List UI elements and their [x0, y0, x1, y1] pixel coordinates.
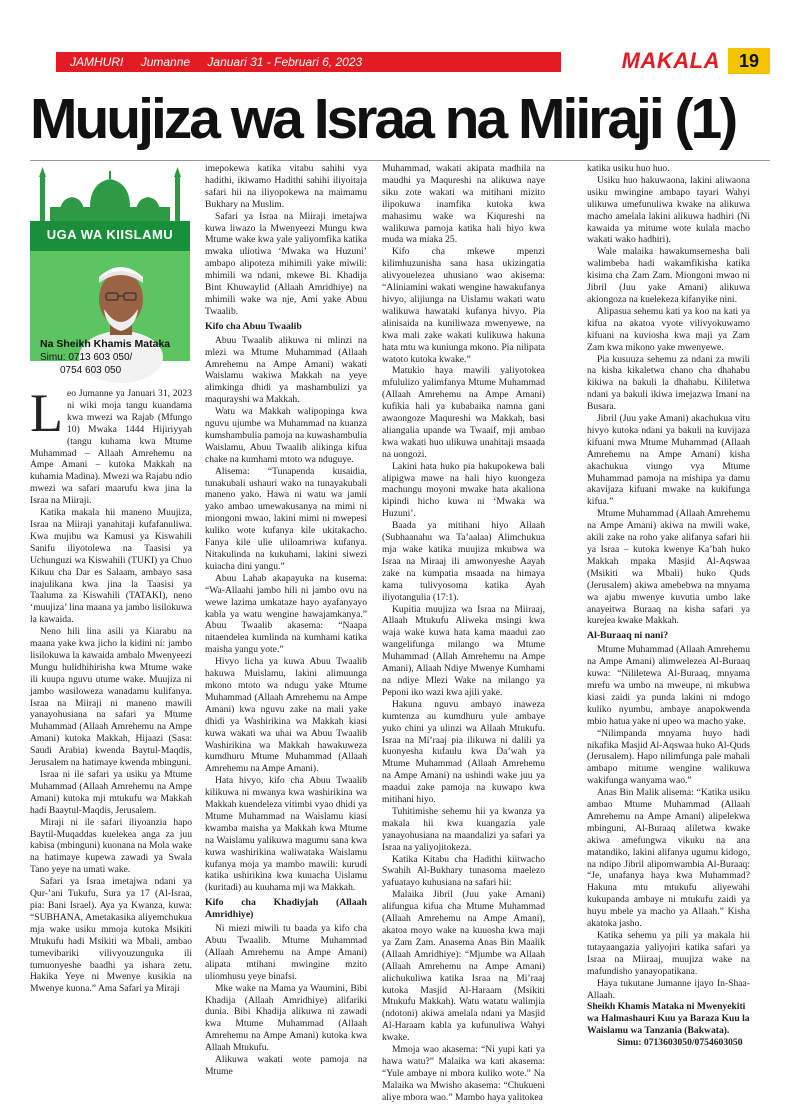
paragraph: Mtume Muhammad (Allaah Amrehemu na Ampe Amani) akiwa na mwili wake, akili zake na roho yake alifanya safari hii ya Israa – kutoka kwenye Ka’bah huko Makkah mpaka Masjid Al-Aqswaa (Msikiti wa Mbali) huko Quds (Jerusalem) akiwa amebebwa na mnyama wa ajabu mwenye kuvutia umbo lake anayeitwa Buraaq na kisha safari ya kurejea kwake Makkah. [587, 508, 750, 627]
paragraph: Pia kusuuza sehemu za ndani za mwili na kisha kikaletwa chano cha dhahabu kikiwa na bakuli la dhahabu. Kililetwa ndani ya bakuli ikiwa imejazwa Imani na Busara. [587, 353, 750, 413]
author-phone: Simu: 0713 603 050/ [40, 352, 133, 363]
subheading: Kifo cha Abuu Twaalib [205, 320, 302, 332]
paragraph: Kupitia muujiza wa Israa na Miiraaj, Allaah Mtukufu Aliweka msingi kwa waja wake kuwa hata kama maadui zao wangelifunga milango wa Mtume Muhammad (Allah Amrehemu na Ampe Amani), Allaah Ndiye Mwenye Kumhami na ndiye Mlezi Wake na milango ya Peponi iko wazi kwa ajili yake. [382, 603, 545, 698]
column-2 [205, 163, 367, 1077]
paragraph: Baada ya mitihani hiyo Allaah (Subhaanahu wa Ta’aalaa) Alimchukua mja wake katika muujiza mkubwa wa Israa na Miraaj ili amwonyeshe Aayah zake na kumpatia msaada na himaya kama tulivyosoma katika Ayah iliyotangulia (17:1). [382, 520, 545, 603]
column-3 [382, 163, 545, 1103]
paragraph: Mke wake na Mama ya Waumini, Bibi Khadija (Allaah Amridhiye) alifariki dunia. Bibi Khadija alikuwa ni zawadi kwa Mtume Muhammad (Allaah Amrehemu na Ampe Amani) kutoka kwa Allaah Mtukufu. [205, 982, 367, 1054]
paragraph: Malaika Jibril (Juu yake Amani) alifungua kifua cha Mtume Muhammad (Allaah Amrehemu na Ampe Amani), akatoa moyo wake na kuuosha kwa maji ya Zam Zam. Anasema Anas Bin Maalik (Allaah Amridhiye): “Mjumbe wa Allaah (Allaah Amrehemu na Ampe Amani) alichukuliwa katika Israa na Mi’raaj kutoka Masjid Al-Haraam (Msikiti Mtukufu Makkah). Watu watatu walimjia (ndotoni) akiwa amelala ndani ya Masjid Al-Haraam kabla ya kufunuliwa Wahyi kwake. [382, 889, 545, 1044]
author-byline [40, 338, 190, 377]
paragraph: Israa ni ile safari ya usiku ya Mtume Muhammad (Allaah Amrehemu na Ampe Amani) kutoka mji mtukufu wa Makkah hadi Baaytul-Maqdis, Jerusalem. [30, 769, 192, 816]
paragraph: Wale malaika hawakumsemesha bali walimbeba hadi wakamfikisha katika kisima cha Zam Zam. Miongoni mwao ni Jibril (Juu yake Amani) alikuwa akiongoza na kuelekeza kifanyike nini. [587, 246, 750, 305]
paragraph: Hivyo licha ya kuwa Abuu Twaalib hakuwa Muislamu, lakini alimuunga mkono mtoto wa ndugu yake Mtume Muhammad (Allaah Amrehemu na Ampe Amani) kwa nguvu zake na mali yake dhidi ya Washirikina wa Makkah kiasi kuwa wakati wa uhai wa Abuu Twaalib Washirikina wa Makkah hawakuweza kumdhuru Mtume Muhammad (Allaah Amrehemu na Ampe Amani). [205, 656, 367, 775]
issue-day: Jumanne [140, 55, 191, 69]
paragraph: Katika sehemu ya pili ya makala hii tutayaangazia yaliyojiri katika safari ya Israa na Miiraaj, muujiza wake na mafundisho yanayopatikana. [587, 930, 750, 977]
author-name: Na Sheikh Khamis Mataka [40, 338, 171, 350]
paragraph: Safari ya Israa na Miiraji imetajwa kuwa liwazo la Mwenyeezi Mungu kwa Mtume wake kwa yale yaliyomfika katika mwaka uliotiwa ‘Mwaka wa Huzuni’ ambapo alipoteza mihimili yake miwili: mhimili wa ndani, mkewe Bi. Khadija Bint Khuwaylid (Allaah Amridhiye) na mhimili wake wa nje, Ami yake Abuu Twaalib. [205, 210, 367, 317]
issue-dates: Januari 31 - Februari 6, 2023 [207, 55, 363, 69]
author-phone-2: 0754 603 050 [60, 365, 122, 376]
paragraph: Hakuna nguvu ambayo inaweza kumtenza au kumdhuru yule ambaye yuko chini ya ulinzi wa Allaah Mtukufu. Israa na Mi’raaj pia ilikuwa ni dalili ya kuonyesha kufaulu kwa Da’wah ya Mtume Muhammad (Allaah Amrehemu na Ampe Amani) na ushindi wake juu ya maadui zake pamoja na kuwapo kwa mitihani hiyo. [382, 698, 545, 806]
paragraph: Alisema: “Tunapenda kusaidia, tunakubali ushauri wako na tunayakubali maneno yako. Hawa ni watu wa jamii yako ambao umewakusanya na mimi ni miongoni mwao, lakini mimi ni mwepesi kuliko wote kufanya kile ukitakacho. Fanya kile ulie uliloamriwa kufanya. Nitakulinda na kukuhami, lakini siwezi kuiacha dini yangu.” [205, 465, 367, 572]
paragraph: “Nilimpanda mnyama huyo hadi nikafika Masjid Al-Aqswaa huko Al-Quds (Jerusalem). Hapo nilimfunga pale mahali ambapo mitume wengine walikuwa wakifunga wanyama wao.” [587, 727, 750, 787]
paragraph: katika usiku huo huo. [587, 163, 670, 174]
paragraph: Tuhitimishe sehemu hii ya kwanza ya makala hii kwa kuangazia yale yanayohusiana na maandalizi ya safari ya Israa na yaliyojitokeza. [382, 805, 545, 853]
paragraph: imepokewa katika vitabu sahihi vya hadithi, ikiwamo Hadithi sahihi iliyoitaja safari hii na iliyopokewa na maimamu Bukhary na Muslim. [205, 163, 367, 210]
paragraph: Kifo cha mkewe mpenzi kilimhuzunisha sana hasa ukizingatia alivyouelezea uhusiano wao akisema: “Aliniamini wakati wengine hawakufanya hivyo, alijiunga na Uislamu wakati watu walikuwa hawataki kufanya hivyo. Pia alinisaida na kuniliwaza mwenyewe, na kwa mali zake wakati kulikuwa hakuna hata mtu wa kuniunga mkono. Pia nilipata watoto kutoka kwake.” [382, 246, 545, 365]
paragraph: Safari ya Israa imetajwa ndani ya Qur-’ani Tukufu, Sura ya 17 (Al-Israa, pia: Bani Israel). Aya ya Kwanza, kuwa: “SUBHANA, Ametakasika aliyemchukua mja wake usiku mmoja kutoka Msikiti Mtukufu hadi Msikiti wa Mbali, ambao tumevibariki vilivyouzunguka ili tumuonyeshe baadhi ya ishara zetu. Hakika Yeye ni Mwenye kusikia na Mwenye kuona.” Ama Safari ya Miraji [30, 876, 192, 995]
header-meta [70, 55, 376, 69]
paragraph: Hata hivyo, kifo cha Abuu Twaalib kilikuwa ni mwanya kwa washirikina wa Makkah kuendeleza vitimbi vyao dhidi ya Mtume Muhammad na Waislamu kiasi kwamba maisha ya Makkah kwa Mtume na Waislamu yalikuwa magumu sana kwa kuwa washirikina waliwataka Waislamu kufanya moja ya mambo mawili: kurudi katika ushirikina kwa kuuacha Uislamu (kuritadi) au kuuhama mji wa Makkah. [205, 775, 367, 894]
paragraph: Usiku huo hakuwaona, lakini aliwaona usiku mwingine ambapo tayari Wahyi ulikuwa umefunuliwa kwake na alikuwa macho amelala lakini alikuwa hadhiri (Ni kawaida ya mitume wote kulala macho wakati wako hadhiri). [587, 174, 750, 246]
paragraph: Neno hili lina asili ya Kiarabu na maana yake kwa jicho la kidini ni: jambo lisilokuwa la kawaida ambalo Mwenyeezi Mungu hulidhihirisha kwa Mtume wake ili kuupa nguvu utume wake. Muujiza ni jambo wasiloweza wanadamu kulifanya. Israa na Miiraji ni maneno mawili yanayohusiana na safari ya Mtume Muhammad (Allaah Amrehemu na Ampe Amani) kutoka Makkah, Hijaazi (Sasa: Saudi Arabia) kwenda Baytul-Maqdis, Jerusalem na hatimaye kwenda mbinguni. [30, 626, 192, 769]
paragraph: Katika Kitabu cha Hadithi kiitwacho Swahih Al-Bukhary tunasoma maelezo yafuatayo kuhusiana na safari hii: [382, 853, 545, 889]
paragraph: Muhammad, wakati akipata madhila na maudhi ya Maqureshi na alikuwa naye siku zote wakati wa mitihani mizito ilipokuwa inamfika kutoka kwa mahasimu wake wa Kiqureshi na walikuwa pamoja katika hali hiyo kwa muda wa miaka 25. [382, 163, 545, 246]
subheading: Kifo cha Khadiyjah (Allaah Amridhiye) [205, 897, 367, 921]
mosque-silhouette-icon [30, 163, 190, 223]
paragraph: Jibril (Juu yake Amani) akachukua vitu hivyo kutoka ndani ya bakuli na kuvijaza kifuani mwa Mtume Muhammad (Allaah Amrehemu na Ampe Amani) kisha akachukua viungo vya Mtume Muhammad pamoja na mishipa ya damu akavijaza kifuani mwake na kukifunga kifua.” [587, 413, 750, 508]
column-1 [30, 383, 192, 1020]
paragraph: Watu wa Makkah walipopinga kwa nguvu ujumbe wa Muhammad na kuanza kumshambulia pamoja na kuwashambulia Waislamu, Abuu Twaalib alikinga kifua chake na kumhami mtoto wa nduguye. [205, 406, 367, 465]
paragraph: Anas Bin Malik alisema: “Katika usiku ambao Mtume Muhammad (Allaah Amrehemu na Ampe Amani) alipelekwa mbinguni, Al-Buraaq aliletwa kwake akiwa amefungwa vikuku na ana matandiko, lakini alifanya ugumu kidogo, na ndipo Jibril alipomwambia Al-Buraaq: “Je, unafanya haya kwa Muhammad? Hakuna mtu mtukufu aliyewahi kukupanda ambaye ni mtukufu zaidi ya huyu mbele ya macho ya Allaah.” Kisha akatoka jasho. [587, 787, 750, 930]
paragraph: Ni miezi miwili tu baada ya kifo cha Abuu Twaalib. Mtume Muhammad (Allaah Amrehemu na Ampe Amani) alipata mtihani mwingine mzito uliomhusu yeye binafsi. [205, 923, 367, 982]
paragraph: Alikuwa wakati wote pamoja na Mtume [205, 1054, 367, 1077]
paragraph: Haya tukutane Jumanne ijayo In-Shaa-Allaah. [587, 977, 750, 1001]
column-4 [587, 163, 750, 1049]
paragraph: Leo Jumanne ya Januari 31, 2023 ni wiki moja tangu kuandama kwa mwezi wa Rajab (Mfungo 10) Mwaka 1444 Hijiriyyah (tangu kuhama kwa Mtume Muhammad – Allaah Amrehemu na Ampe Amani – kutoka Makkah na kuhamia Madina). Mwezi wa Rajabu ndio mwezi wa safari maarufu kwa jina la Israa na Miiraji. [30, 383, 192, 507]
page-header [0, 0, 800, 76]
paragraph: Lakini hata huko pia hakupokewa bali alipigwa mawe na hali hiyo kuongeza machungu moyoni mwake hata akaliona kipindi hicho kuwa ni ‘Mwaka wa Huzuni’. [382, 460, 545, 520]
paragraph: Abuu Lahab akapayuka na kusema: “Wa-Allaahi jambo hili ni jambo ovu na wewe lazima umkataze hayo ayafanyayo kabla ya watu wengine hawajamkanya.” Abuu Twaalib akasema: “Naapa nitaendelea kumlinda na kumhami katika maisha yangu yote.” [205, 572, 367, 656]
author-signature: Sheikh Khamis Mataka ni Mwenyekiti wa Halmashauri Kuu ya Baraza Kuu la Waislamu wa Tanzania (Bakwata). [587, 1001, 750, 1037]
paper-name: JAMHURI [70, 55, 124, 69]
paragraph: Miraji ni ile safari iliyoanzia hapo Baytil-Muqaddas kuelekea anga za juu kabisa (mbinguni) kuonana na Mola wake na hatimaye kupewa zawadi ya Swala Tano yeye na umati wake. [30, 816, 192, 876]
paragraph: Katika makala hii maneno Muujiza, Israa na Miiraji yanahitaji kufafanuliwa. Kwa mujibu wa Kamusi ya Kiswahili Sanifu iliyotolewa na Taasisi ya Uchunguzi wa Kiswahili (TUKI) ya Chuo Kikuu cha Dar es Salaam, ambayo sasa inajulikana kwa jina la Taasisi ya Taaluma za Kiswahili (TATAKI), neno ‘muujiza’ lina maana ya jambo lisilokuwa la kawaida. [30, 507, 192, 626]
paragraph: Mmoja wao akasema: “Ni yupi kati ya hawa watu?” Malaika wa kati akasema: “Yule ambaye ni mbora kuliko wote.” Na Malaika wa Mwisho akasema: “Chukueni aliye mbora wao.” Mambo haya yalitokea [382, 1044, 545, 1103]
section-name: MAKALA [621, 48, 720, 73]
headline-divider [30, 160, 770, 161]
author-signature-phone: Simu: 0713603050/0754603050 [617, 1037, 743, 1049]
subheading: Al-Buraaq ni nani? [587, 630, 669, 642]
article-headline: Muujiza wa Israa na Miiraji (1) [30, 87, 736, 151]
paragraph: Matukio haya mawili yaliyotokea mfululizo yalimfanya Mtume Muhammad (Allaah Amrehemu na Ampe Amani) kufikia hali ya kubabaika namna gani awaongoze Maqureshi wa Makkah, basi aliangalia upande wa Twaaif, mji ambao kwa wakati huo ulikuwa unahitaji msaada na uongozi. [382, 365, 545, 460]
paragraph: Mtume Muhammad (Allaah Amrehemu na Ampe Amani) alimwelezea Al-Buraaq kuwa: “Nililetewa Al-Buraaq, mnyama mrefu wa umbo na mweupe, ni mkubwa kiasi zaidi ya punda lakini ni mdogo kuliko nyumbu, ambaye anapokwenda mbio hatua yake ni upeo wa macho yake. [587, 644, 750, 727]
page-number: 19 [728, 48, 770, 74]
drop-cap: L [30, 383, 63, 443]
column-title: UGA WA KIISLAMU [46, 227, 174, 242]
paragraph: Abuu Twaalib alikuwa ni mlinzi na mlezi wa Mtume Muhammad (Allaah Amrehemu na Ampe Amani) wakati Waislamu wakiwa Makkah na yeye alimkinga dhidi ya mashambulizi ya maqurayshi wa Makkah. [205, 334, 367, 406]
paragraph: Alipasua sehemu kati ya koo na kati ya kifua na akatoa vyote vilivyokuwamo kifuani na kuviosha kwa maji ya Zam Zam kwa mikono yake mwenyewe. [587, 305, 750, 353]
